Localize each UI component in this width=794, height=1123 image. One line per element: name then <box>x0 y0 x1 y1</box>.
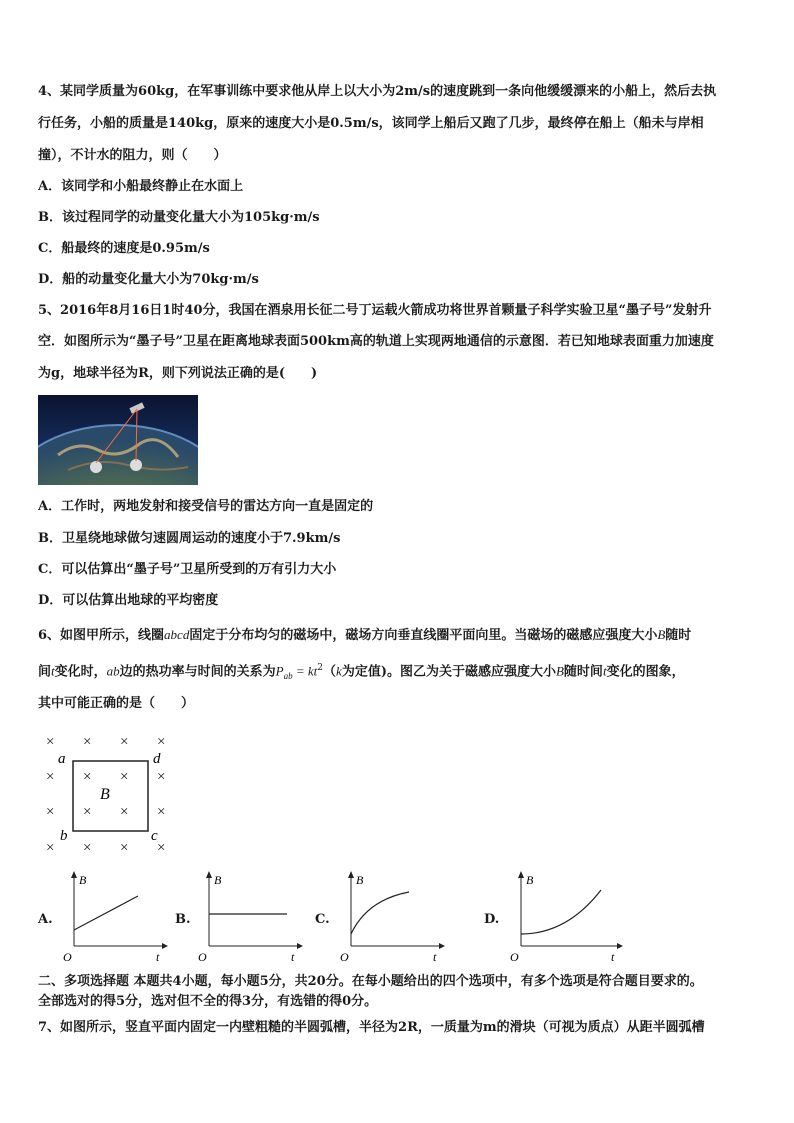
curve-concave-down <box>351 892 409 934</box>
cross-mark: × <box>120 804 129 820</box>
origin-label: O <box>198 950 207 963</box>
y-axis-label: B <box>214 873 222 887</box>
q6-text: 为定值)。图乙为关于磁感应强度大小 <box>341 664 556 680</box>
q4-option-c: C．船最终的速度是0.95m/s <box>38 241 210 256</box>
origin-label: O <box>63 950 72 963</box>
graph-option-a-label: A. <box>38 912 53 927</box>
q5-stem-line3: 为g，地球半径为R，则下列说法正确的是( ) <box>38 366 318 381</box>
x-axis-arrow <box>162 943 168 949</box>
field-label-b: B <box>100 786 110 803</box>
q6-text: 6、如图甲所示，线圈 <box>38 628 165 643</box>
q6-text: 随时间 <box>563 664 603 680</box>
cross-mark: × <box>157 840 166 856</box>
q4-option-d: D．船的动量变化量大小为70kg·m/s <box>38 272 259 287</box>
x-axis-arrow <box>297 943 303 949</box>
symbol-b: B <box>657 627 666 642</box>
q6-text: 随时 <box>665 628 692 643</box>
graph-option-d-label: D. <box>484 912 500 927</box>
cross-mark: × <box>120 734 129 750</box>
corner-label-c: c <box>151 828 158 844</box>
coil-magnetic-field-diagram <box>38 728 178 858</box>
cross-mark: × <box>120 840 129 856</box>
cross-mark: × <box>83 804 92 820</box>
graph-option-b <box>195 868 305 963</box>
graph-option-a <box>60 868 170 963</box>
q4-stem-line1: 4、某同学质量为60kg，在军事训练中要求他从岸上以大小为2m/s的速度跳到一条向他缓缓漂来的小船上，然后去执 <box>38 84 717 99</box>
cross-mark: × <box>46 840 55 856</box>
cross-mark: × <box>83 769 92 785</box>
y-axis-label: B <box>79 873 87 887</box>
symbol-b: B <box>555 663 564 679</box>
corner-label-a: a <box>58 751 66 767</box>
graph-option-d <box>507 868 627 963</box>
y-axis-arrow <box>348 871 354 878</box>
curve-linear <box>74 896 138 930</box>
q6-text: 变化时， <box>54 664 107 680</box>
q5-option-d: D．可以估算出地球的平均密度 <box>38 593 219 608</box>
x-axis-label: t <box>611 950 615 963</box>
cross-mark: × <box>46 804 55 820</box>
symbol-k: k <box>336 663 342 679</box>
x-axis-arrow <box>439 943 445 949</box>
y-axis-arrow <box>206 871 212 878</box>
q6-text: 固定于分布均匀的磁场中，磁场方向垂直线圈平面向里。当磁场的磁感应强度大小 <box>189 628 658 643</box>
cross-mark: × <box>46 769 55 785</box>
section2-line1: 二、多项选择题 本题共4小题，每小题5分，共20分。在每小题给出的四个选项中，有多个选项是符合题目要求的。 <box>38 974 703 989</box>
q5-option-c: C．可以估算出“墨子号”卫星所受到的万有引力大小 <box>38 562 337 577</box>
curve-concave-up <box>521 890 601 934</box>
satellite-earth-graphic <box>38 395 198 485</box>
q6-stem-line3: 其中可能正确的是（ ） <box>38 696 195 711</box>
q4-option-b: B．该过程同学的动量变化量大小为105kg·m/s <box>38 210 320 225</box>
q5-stem-line1: 5、2016年8月16日1时40分，我国在酒泉用长征二号丁运载火箭成功将世界首颗量子科学实验卫星“墨子号”发射升 <box>38 303 712 318</box>
x-axis-label: t <box>291 950 295 963</box>
cross-mark: × <box>157 734 166 750</box>
cross-mark: × <box>157 769 166 785</box>
satellite-earth-image <box>38 395 198 485</box>
q4-stem-line2: 行任务，小船的质量是140kg，原来的速度大小是0.5m/s，该同学上船后又跑了几步，最终停在船上（船未与岸相 <box>38 116 704 131</box>
graph-option-c <box>337 868 447 963</box>
q4-stem-line3: 撞），不计水的阻力，则（ ） <box>38 148 227 163</box>
q5-option-a: A．工作时，两地发射和接受信号的雷达方向一直是固定的 <box>38 499 374 514</box>
y-axis-label: B <box>356 873 364 887</box>
x-axis-label: t <box>156 950 160 963</box>
corner-label-b: b <box>60 828 68 844</box>
corner-label-d: d <box>153 751 161 767</box>
q5-stem-line2: 空．如图所示为“墨子号”卫星在距离地球表面500km高的轨道上实现两地通信的示意图．若已知地球表面重力加速度 <box>38 334 714 349</box>
q5-option-b: B．卫星绕地球做匀速圆周运动的速度小于7.9km/s <box>38 531 341 546</box>
q6-text: 变化的图象， <box>606 664 685 680</box>
equation-exponent: 2 <box>317 663 324 673</box>
q6-text: （ <box>323 664 337 680</box>
graph-option-b-label: B. <box>175 912 191 927</box>
symbol-t: t <box>51 663 55 679</box>
cross-mark: × <box>120 769 129 785</box>
equation: = kt <box>292 663 318 679</box>
q6-stem-line1 <box>38 627 691 644</box>
origin-label: O <box>510 950 519 963</box>
q6-text: 间 <box>38 664 52 680</box>
q7-stem-line1: 7、如图所示，竖直平面内固定一内壁粗糙的半圆弧槽，半径为2R，一质量为m的滑块（可视为质点）从距半圆弧槽 <box>38 1020 705 1035</box>
edge-ab: ab <box>106 663 120 679</box>
symbol-p-subscript: ab <box>283 670 293 681</box>
y-axis-arrow <box>71 871 77 878</box>
y-axis-label: B <box>526 873 534 887</box>
q4-option-a: A．该同学和小船最终静止在水面上 <box>38 179 244 194</box>
cross-mark: × <box>83 734 92 750</box>
y-axis-arrow <box>518 871 524 878</box>
q6-stem-line2 <box>38 660 685 684</box>
q6-text: 边的热功率与时间的关系为 <box>119 664 276 680</box>
x-axis-arrow <box>617 943 623 949</box>
section2-line2: 全部选对的得5分，选对但不全的得3分，有选错的得0分。 <box>38 994 378 1009</box>
symbol-t: t <box>602 663 607 679</box>
graph-option-c-label: C. <box>315 912 330 927</box>
x-axis-label: t <box>433 950 437 963</box>
cross-mark: × <box>157 804 166 820</box>
origin-label: O <box>340 950 349 963</box>
symbol-p: P <box>275 663 284 679</box>
cross-mark: × <box>46 734 55 750</box>
coil-name: abcd <box>164 627 190 642</box>
cross-mark: × <box>83 840 92 856</box>
